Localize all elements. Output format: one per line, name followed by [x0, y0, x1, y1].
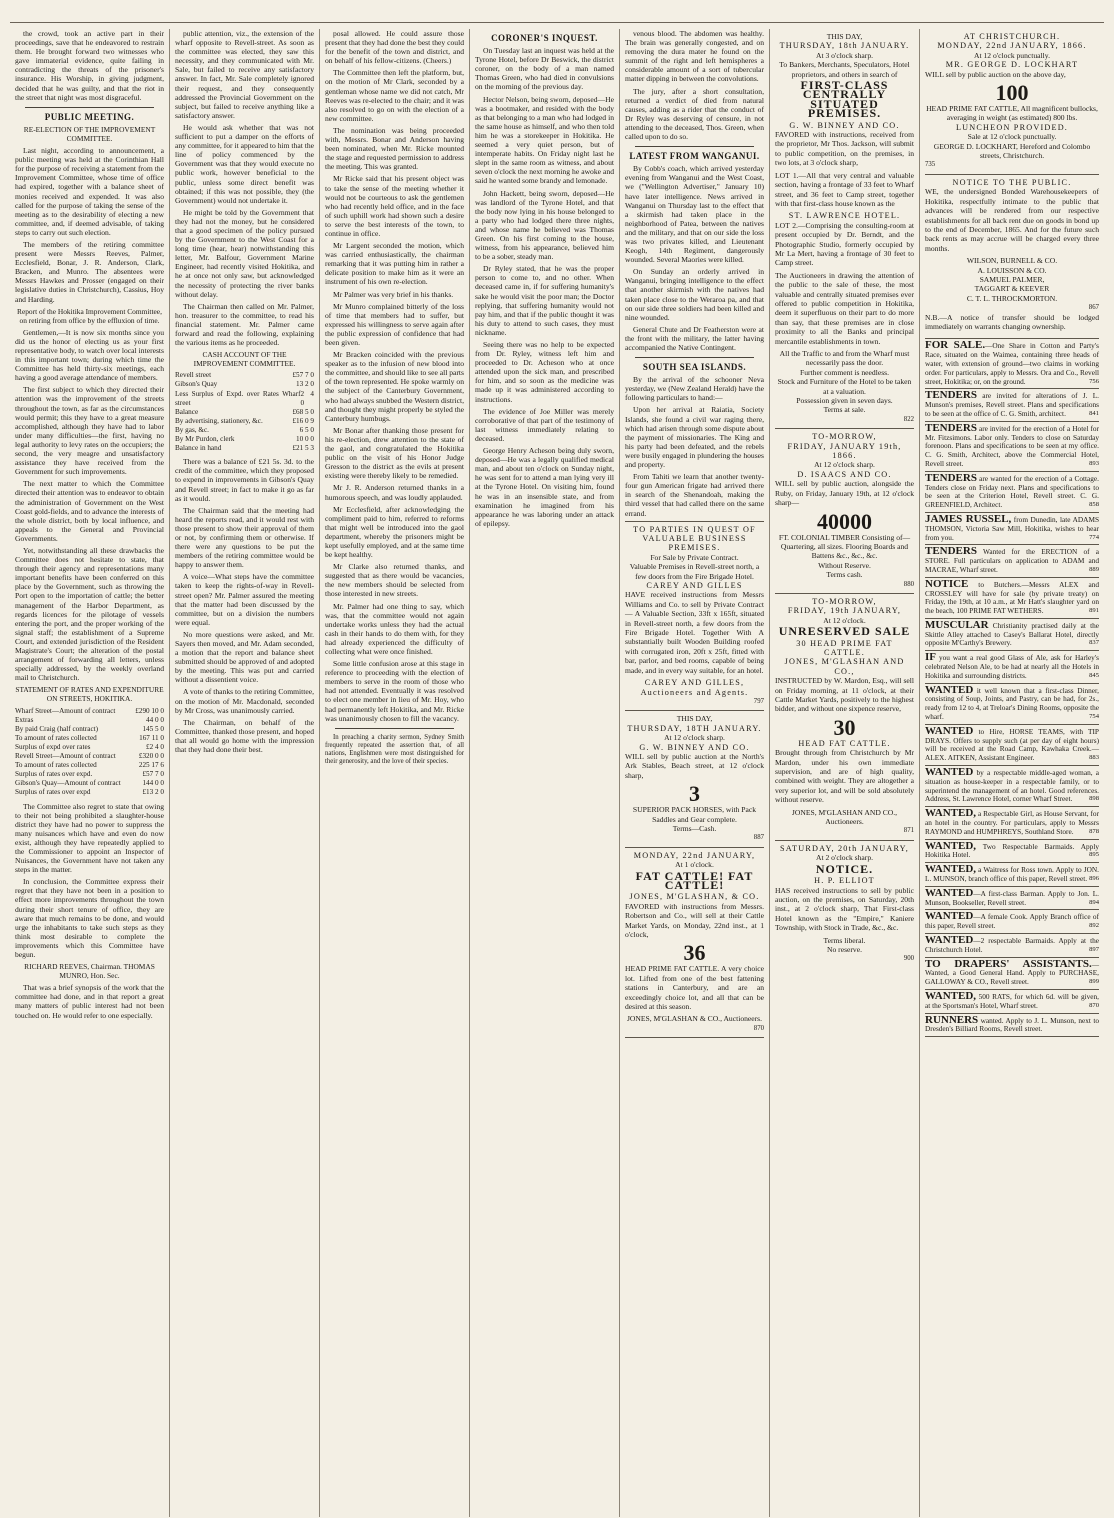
article-paragraph: He might be told by the Government that they had not the money, but he considered that a good specimen of the policy pursued by the Government to the West Coast for a long time (hear, hear) notwithstanding this letter, Mr. Balfour, Government Marine Engineer, had recently visited Hokitika, and he at once not only saw, but acknowledged the necessity of protecting the river banks without delay. [175, 207, 314, 299]
advertisement [775, 29, 914, 429]
ad-number: 870 [753, 1024, 764, 1032]
cash-row: By gas, &c. 6 5 0 [175, 425, 314, 434]
article-paragraph: Gentlemen,—It is now six months since you did us the honor of electing us as your first representative body, to watch over local interests in this important town; during which time the Committee has held thirty-six meetings, each having a good average attendance of members. [15, 327, 164, 383]
ad-firm: D. ISAACS AND CO. [797, 469, 892, 479]
classified-notice [925, 840, 1099, 864]
ad-date: MONDAY, 22nd JANUARY, [633, 850, 756, 860]
ad-firm: G. W. BINNEY AND CO. [639, 742, 750, 752]
article-paragraph: By the arrival of the schooner Neva yesterday, we (New Zealand Herald) have the following particulars to hand:— [625, 375, 764, 403]
advertisement [625, 848, 764, 1039]
article-paragraph: George Henry Acheson being duly sworn, deposed—He was a legally qualified medical man, and about ten o'clock on Sunday night, he was sent for to attend a man lying very ill at the Tyrone Hotel. On visiting him, found he was in an insensible state, and from examination he imagined from his appearance he was laboring under an attack of epilepsy. [475, 446, 614, 528]
classified-notice [925, 807, 1099, 839]
ad-title: UNRESERVED SALE [778, 624, 911, 639]
classified-lead: NOTICE [925, 577, 969, 590]
classified-lead: WANTED, [925, 863, 977, 876]
ad-day: THIS DAY, [826, 32, 863, 41]
column-7 [920, 29, 1104, 1517]
ad-terms: Terms liberal. [823, 935, 866, 945]
ad-head: HEAD FAT CATTLE. [798, 738, 891, 748]
article-paragraph: That was a brief synopsis of the work that the committee had done, and in that report a great many matters of public interest had not been touched on. He would refer to one especially. [15, 983, 164, 1020]
classified-notice [925, 863, 1099, 887]
classified-notice [925, 684, 1099, 725]
classified-number: 774 [1089, 533, 1099, 541]
classified-body: a Waitress for Ross town. Apply to JON. L. MUNSON, branch office of this paper, Revell street. [925, 865, 1099, 884]
classified-lead: WANTED [925, 934, 974, 946]
article-paragraph: Mr J. R. Anderson returned thanks in a humorous speech, and was loudly applauded. [325, 483, 464, 502]
ad-number: 871 [903, 827, 914, 835]
accounts-row: Extras 44 0 0 [15, 715, 164, 724]
classified-body: it well known that a first-class Dinner, consisting of Soup, Joints, and Pastry, can be had, for 2s., ready from 12 to 4, at Treloar's Dining Rooms, opposite the wharf. [925, 685, 1099, 722]
article-paragraph: He would ask whether that was not sufficient to put a damper on the efforts of any committee, for it appeared to him that the line of policy commenced by the Government was that they would execute no public work, however beneficial to the public, unless some direct benefit was obtained; if this was not possible, they (the Government) would not undertake it. [175, 122, 314, 205]
ad-day: TO-MORROW, [812, 432, 877, 442]
article-paragraph: The evidence of Joe Miller was merely corroborative of that part of the testimony of last witness immediately relating to deceased. [475, 406, 614, 443]
classified-notice [925, 651, 1099, 683]
classified-lead: WANTED, [925, 807, 977, 820]
cash-row: Less Surplus of Expd. over Rates Wharf street 2 4 0 [175, 389, 314, 407]
classified-lead: RUNNERS [925, 1013, 979, 1026]
ad-time: At 3 o'clock sharp. [815, 50, 874, 60]
article-paragraph: Last night, according to announcement, a public meeting was held at the Corinthian Hall for the purpose of receiving a statement from the Improvement Committee, whose time of office had expired, together with a balance sheet of monies received and expended. It was also called for the purpose of taking the sense of the meeting as to the desirability of electing a new committee, and, if deemed advisable, of taking steps to carry out such election. [15, 146, 164, 237]
accounts-row: By paid Craig (half contract) 145 5 0 [15, 724, 164, 733]
classified-body: Christianity practised daily at the Skittle Alley attached to Casey's Ballarat Hotel, directly opposite M'Carthy's Brewery. [925, 620, 1099, 648]
ad-body: INSTRUCTED by W. Mardon, Esq., will sell on Friday morning, at 11 o'clock, at their Cattle Market Yards, positively to the highest bidder, and without one sixpence reserve, [775, 676, 914, 714]
advertisement [625, 711, 764, 847]
classified-body: you want a real good Glass of Ale, ask for Harley's celebrated Nelson Ale, to be had at nearly all the Hotels in Hokitika and surrounding districts. [925, 653, 1099, 680]
page-header-rule [10, 12, 1104, 23]
classified-lead: WANTED [925, 724, 974, 737]
classified-lead: WANTED [925, 766, 974, 779]
advertisement [775, 429, 914, 594]
ad-terms: Terms—Cash. [672, 823, 717, 833]
classified-lead: WANTED [925, 886, 974, 899]
ad-date: MONDAY, 22nd JANUARY, 1866. [937, 41, 1087, 51]
article-paragraph: Upon her arrival at Raiatia, Society Islands, she found a civil war raging there, which had arisen through some dispute about the payment of missionaries. The King and his party had been defeated, and the rebels were busily engaged in plundering the houses and property. [625, 405, 764, 470]
ad-number: 735 [925, 161, 936, 169]
classified-body: —One Share in Cotton and Party's Race, situated on the Waimea, containing three heads of water, with extension of ground—two claims in working order. For particulars, apply to Messrs. Ora and Co., Revell street, Hokitika; or, on the ground. [925, 341, 1099, 386]
classified-lead: WANTED [925, 910, 974, 923]
ad-number: 887 [753, 834, 764, 842]
ad-day: THIS DAY, [676, 714, 713, 724]
ad-firm: JONES, M'GLASHAN, & CO. [629, 892, 760, 902]
classified-body: are invited for the erection of a Hotel for Mr. Fitzsimons. Labor only. Tenders to close on Saturday forenoon. Plans and specifications to be seen at my office. C. G. Smith, Architect, above the Commercial Hotel, Revell street. [925, 423, 1099, 468]
classified-body: —A first-class Barman. Apply to Jon. L. Munson, Bookseller, Revell street. [925, 888, 1099, 907]
article-paragraph: Mr Bracken coincided with the previous speaker as to the infusion of new blood into the committee, and should like to see all parts of the town represented. He spoke warmly on the subject of the Canterbury Government, who had always snubbed the Western district, and thought they might properly be styled the Canterbury humbugs. [325, 350, 464, 423]
inquest-title: CORONER'S INQUEST. [491, 33, 598, 43]
classified-notice [925, 389, 1099, 421]
classified-notice [925, 422, 1099, 472]
column-6 [770, 29, 920, 1517]
article-paragraph: public attention, viz., the extension of the wharf opposite to Revell-street. As soon as the committee was elected, they saw this necessity, and they communicated with Mr. Sale, but failed to receive any satisfactory answer. In fact, Mr. Sale completely ignored their request, and they consequently addressed the Provincial Government on the subject, but failed to receive anything like a satisfactory answer. [175, 29, 314, 120]
article-paragraph: The Chairman then called on Mr. Palmer, hon. treasurer to the committee, to read his financial statement. Mr. Palmer came forward and read the following, explaining the various items as he proceeded. [175, 301, 314, 348]
ad-date: FRIDAY, 19th JANUARY, [787, 606, 902, 616]
ad-firm: G. W. BINNEY AND CO. [789, 120, 900, 130]
ad-body: WILL sell by public auction, alongside the Ruby, on Friday, January 19th, at 12 o'clock sharp— [775, 479, 914, 508]
ad-terms: Terms at sale. [823, 405, 866, 415]
classified-number: 898 [1089, 795, 1099, 803]
ad-traffic: All the Traffic to and from the Wharf must necessarily pass the door. [779, 349, 910, 368]
column-2 [170, 29, 320, 1517]
ad-signatory: WILSON, BURNELL & CO. [966, 256, 1058, 266]
column-layout [10, 29, 1104, 1517]
article-paragraph: The members of the retiring committee present were Messrs Reeves, Palmer, Ecclesfield, Bonar, J. R. Anderson, Clark, Bracken, and Munro. The absentees were Messrs Hawkes and Prosser (engaged on their legislative duties in Christchurch), Cassius, Hoy and Harding. [15, 239, 164, 304]
ad-signature: JONES, M'GLASHAN AND CO., Auctioneers. [791, 807, 898, 827]
ad-possession: Possession given in seven days. [796, 396, 893, 406]
classified-body: are invited for alterations of J. L. Munson's premises, Revell street. Plans and specifications to be seen at the office of C. G. Smith, architect. [925, 391, 1099, 418]
classified-number: 756 [1089, 377, 1099, 385]
cash-row: By advertising, stationery, &c. £16 0 9 [175, 416, 314, 425]
classified-number: 883 [1089, 754, 1099, 762]
article-paragraph: venous blood. The abdomen was healthy. The brain was generally congested, and on removing the dura mater he found on the summit of the right and left hemispheres a considerable amount of a sort of tubercular matter dipping in between the convolutions. [625, 29, 764, 84]
classified-lead: FOR SALE. [925, 339, 986, 352]
ad-lot: LOT 1.—All that very central and valuable section, having a frontage of 33 feet to Wharf street, and 36 feet to Camp street, together with that first-class house known as the [775, 170, 914, 208]
ad-firm: CAREY AND GILLES [646, 581, 743, 591]
classified-body: 500 RATS, for which 6d. will be given, at the Sportsman's Hotel, Wharf street. [925, 991, 1099, 1010]
article-paragraph: Yet, notwithstanding all these drawbacks the Committee does not hesitate to state, that through their agency and representations many important benefits have been conferred on this place by the Government, such as throwing the Port open to the importation of cattle; the better management of the Harbor Department, as regards licences for the pilotage of vessels entering the port, and the proper working of the signal staff; the establishment of a Supreme Court, and extended jurisdiction of the Resident Magistrate's Court; the alteration of the postal arrangement of forwarding all letters, unless specially addressed, by the weekly overland mail to Christchurch. [15, 545, 164, 683]
ad-time: At 12 o'clock sharp. [814, 460, 875, 470]
advertisement [775, 594, 914, 841]
article-paragraph: Seeing there was no help to be expected from Dr. Ryley, witness left him and proceeded to Dr. Acheson who at once attended upon the sick man, and prescribed for him, and so soon as the medicine was made up it was administered according to instructions. [475, 340, 614, 404]
article-paragraph: Mr. Palmer had one thing to say, which was, that the committee would not again undertake works unless they had the actual cash in their hands to do them with, for they had already experienced the difficulty of collecting what were once finished. [325, 601, 464, 656]
article-paragraph: Dr Ryley stated, that he was the proper person to come to, and no other. When deceased came in, if for suffering humanity's sake he would visit the poor man; the Doctor replying, that suffering humanity would not pay him, and that if the public thought it was his duty to attend to such cases, they must nickname. [475, 264, 614, 337]
ad-signatory: A. LOUISSON & CO. [977, 265, 1047, 275]
classified-notice [925, 958, 1099, 990]
classified-body: —2 respectable Barmaids. Apply at the Christchurch Hotel. [925, 936, 1099, 954]
ad-big-number: 3 [689, 781, 700, 807]
ad-item: HEAD PRIME FAT CATTLE. A very choice lot. Lifted from one of the best fattening stations in Canterbury, and are an exceedingly choice lot, and all that can be desired at this season. [625, 964, 764, 1012]
article-paragraph: A vote of thanks to the retiring Committee, on the motion of Mr. Macdonald, seconded by Mr Cross, was unanimously carried. [175, 687, 314, 715]
article-paragraph: From Tahiti we learn that another twenty-four gun American frigate had arrived there in search of the Shenandoah, making the third vessel that had called there on the same errand. [625, 472, 764, 518]
accounts-row: Surplus of rates over expd. £57 7 0 [15, 770, 164, 779]
south-sea-title: SOUTH SEA ISLANDS. [642, 362, 747, 373]
ad-big-number: 30 [833, 714, 856, 740]
article-paragraph: There was a balance of £21 5s. 3d. to the credit of the committee, which they proposed to expend in improvements in Gibson's Quay and Revell street; in fact to make it go as far as it would. [175, 457, 314, 503]
classified-number: 891 [1089, 607, 1099, 615]
ad-signatory: C. T. L. THROCKMORTON. [966, 293, 1058, 303]
ad-hotel-name: ST. LAWRENCE HOTEL. [788, 211, 901, 221]
ad-signatory: TAGGART & KEEVER [974, 284, 1050, 294]
accounts-row: Surplus of expd over rates £2 4 0 [15, 742, 164, 751]
classified-number: 845 [1089, 671, 1099, 679]
ad-body: HAVE received instructions from Messrs Williams and Co. to sell by Private Contract— A Valuable Section, 33ft x 165ft, situated in Revell-street north, a few doors from the Fire Brigade Hotel. Together With A substantially built Wooden Building roofed with corrugated iron, 20ft x 25ft, fitted with bar, parlor, and bed rooms, capable of being made, and in every way suitable, for an hotel. [625, 590, 764, 675]
article-paragraph: Mr Bonar after thanking those present for his re-election, drew attention to the state of the gaol, and congratulated the Hokitika public on the visit of his Honor Judge Gresson to the district as the evils at present existing were thereby likely to be remedied. [325, 425, 464, 481]
footnote-paragraph: In preaching a charity sermon, Sydney Smith frequently repeated the assertion that, of all nations, Englishmen were most distinguished for their generosity, and the love of their species. [325, 733, 464, 765]
column-3 [320, 29, 470, 1517]
classified-lead: TO DRAPERS' ASSISTANTS. [925, 957, 1092, 970]
article-paragraph: Mr Munro complained bitterly of the loss of time that members had to suffer, but expressed his willingness to serve again after the public expression of confidence that had been given. [325, 301, 464, 347]
classified-notice [925, 725, 1099, 766]
article-paragraph: By Cobb's coach, which arrived yesterday evening from Wanganui and the West Coast, we ("Wellington Advertiser," January 10) have later intelligence. News arrived in Wanganui on Thursday last to the effect that a skirmish had taken place in the neighborhood of Patea, between the natives and the military, and that on our side the loss was two privates killed, and Lieutenant Keogh, 14th Regiment, dangerously wounded. Several Maories were killed. [625, 164, 764, 265]
advertisement [925, 175, 1099, 340]
ad-lot: LOT 2.—Comprising the consulting-room at present occupied by Dr. Berndt, and the Photographic Studio, formerly occupied by Mr La Mert, having a frontage of 30 feet to Camp street. [775, 220, 914, 268]
ad-time: At 2 o'clock sharp. [815, 853, 874, 863]
advertisement [925, 29, 1099, 175]
ad-item: HEAD PRIME FAT CATTLE, All magnificent bullocks, averaging in weight (as estimated) 800 lbs. [926, 104, 1098, 123]
classified-number: 837 [1089, 639, 1099, 647]
ad-time: At 12 o'clock punctually. [974, 50, 1050, 60]
classified-lead: WANTED, [925, 989, 977, 1002]
article-paragraph: On Sunday an orderly arrived in Wanganui, bringing intelligence to the effect that another skirmish with the natives had taken place close to the Weraroa pa, and that on our side three soldiers had been killed and nine wounded. [625, 267, 764, 322]
classified-body: wanted. Apply to J. L. Munson, next to Dresden's Billiard Rooms, Revell street. [925, 1015, 1099, 1034]
ad-title: NOTICE TO THE PUBLIC. [952, 177, 1072, 187]
classifieds-list [925, 339, 1099, 1037]
classified-number: 899 [1089, 978, 1099, 986]
ad-terms: Terms cash. [826, 570, 863, 580]
divider [335, 728, 454, 729]
classified-body: Two Respectable Barmaids. Apply Hokitika Hotel. [925, 841, 1099, 860]
column-1 [10, 29, 170, 1517]
ad-body: Valuable Premises in Revell-street north, a few doors from the Fire Brigade Hotel. [629, 562, 760, 581]
article-paragraph: Some little confusion arose at this stage in reference to proceeding with the election of members to serve in the room of those who had not attended. Eventually it was resolved to elect one member in lieu of Mr. Hoy, who had permanently left Hokitika, and Mr. Ricke was unanimously chosen to fill the vacancy. [325, 659, 464, 723]
classified-number: 841 [1089, 409, 1099, 417]
ad-comment: Further comment is needless. [800, 367, 889, 377]
ad-body: HAS received instructions to sell by public auction, on the premises, on Saturday, 20th inst., at 2 o'clock sharp, That First-class Hotel known as the "Empire," Kaniere Township, with Stock in Trade, &c., &c. [775, 885, 914, 933]
classified-body: by a respectable middle-aged woman, a situation as house-keeper in a respectable family, or to superintend the management of an hotel. Good references. Address, St. Lawrence Hotel, corner Wharf Street. [925, 768, 1099, 804]
ad-number: 822 [903, 415, 914, 423]
classified-notice [925, 339, 1099, 389]
cash-row: Balance £68 5 0 [175, 407, 314, 416]
ad-note: The Auctioneers in drawing the attention of the public to the sale of these, the most valuable and centrally situated premises ever offered to public competition in Hokitika, deem it superfluous on their part to do more than say, that these premises are in close proximity to all the Banks and principal mercantile establishments in town. [775, 270, 914, 346]
article-paragraph: The first subject to which they directed their attention was the improvement of the streets throughout the town, as far as the circumstances would permit; this they have to a great measure accomplished, although they have had to labor under many difficulties—the first, having no legal authority to levy rates on the occupiers; the second, the very meagre and unsatisfactory assistance they have received from the Government for such improvements. [15, 385, 164, 477]
article-paragraph: The Committee then left the platform, but, on the motion of Mr Clark, seconded by a gentleman whose name we did not catch, Mr Reeves was re-elected to the chair; and it was also resolved to go on with the election of a new committee. [325, 68, 464, 123]
accounts-title: STATEMENT OF RATES AND EXPENDITURE ON STREETS, HOKITIKA. [15, 685, 164, 704]
cash-table [175, 371, 314, 453]
ad-body: WILL sell by public auction at the North's Ark Stables, Beach street, at 12 o'clock sharp, [625, 751, 764, 780]
classified-number: 870 [1089, 1001, 1099, 1009]
ad-big-number: 100 [995, 80, 1029, 106]
classified-number: 895 [1089, 851, 1099, 859]
article-paragraph: Mr Palmer was very brief in his thanks. [333, 289, 454, 299]
classified-lead: TENDERS [925, 471, 977, 484]
classified-notice [925, 513, 1099, 545]
ad-signatory: SAMUEL PALMER, [979, 274, 1045, 284]
ad-subtitle: For Sale by Private Contract. [650, 552, 739, 562]
classified-body: —A female Cook. Apply Branch office of this paper, Revell street. [925, 912, 1099, 931]
ad-date: SATURDAY, 20th JANUARY, [780, 843, 909, 853]
classified-number: 754 [1089, 713, 1099, 721]
advertisement [625, 521, 764, 712]
ad-number: 900 [903, 955, 914, 963]
classified-body: are wanted for the erection of a Cottage. Tenders close on Friday next. Plans and specifications to be seen at the Criterion Hotel, Revell street. C. G. GREENFIELD, Architect. [925, 473, 1099, 510]
ad-title: FAT CATTLE! FAT CATTLE! [635, 868, 754, 892]
ad-firm: JONES, M'GLASHAN AND CO., [784, 657, 905, 676]
classified-body: to Butchers.—Messrs ALEX and CROSSLEY will have for sale (by private treaty) on Friday, the 19th, at 10 a.m., at Mr Hatt's slaughter yard on the beach, 100 PRIME FAT WETHERS. [925, 579, 1099, 616]
classified-body: a Respectable Girl, as House Servant, for an hotel in the country. For particulars, apply to Messrs RAYMOND and HUMPHREYS, Southland Store. [925, 809, 1099, 836]
article-paragraph: A voice—What steps have the committee taken to keep the rights-of-way in Revell-street open? Mr. Palmer assured the meeting that the matter had been discussed by the committee, but on a division the numbers were equal. [175, 572, 314, 627]
ad-date: THURSDAY, 18TH JANUARY. [627, 723, 762, 733]
ad-number: 867 [1088, 304, 1099, 312]
classified-notice [925, 472, 1099, 513]
ad-big-number: 40000 [817, 508, 872, 534]
classified-notice [925, 910, 1099, 934]
article-paragraph: Mr Ricke said that his present object was to take the sense of the meeting whether it would not be courteous to ask the gentlemen who had recently held office, and in the face of such uphill work had shown such a desire to serve the best interests of the town, to continue in office. [325, 174, 464, 238]
classified-notice [925, 990, 1099, 1014]
article-paragraph: John Hackett, being sworn, deposed—He was landlord of the Tyrone Hotel, and that the body now lying in his house belonged to a party who had lodged there three nights, and whose name he believed was Thomas Green. On his first coming to the house, witness, from his appearance, believed him to be a sober, steady man. [475, 188, 614, 262]
ad-number: 880 [903, 580, 914, 588]
classified-body: from Dunedin, late ADAMS THOMSON, Victoria Saw Mill, Hokitika, wishes to hear from you. [925, 514, 1099, 542]
intro-paragraph: the crowd, took an active part in their proceedings, save that he endeavored to restrain them. He brought forward two witnesses who gave immaterial evidence, quite failing in contradicting the threats of the prisoner's insurance. His Worship, in giving judgment, decided that he was guilty, and that the riot in the street that night was most disgraceful. [15, 29, 164, 102]
ad-body: FAVORED with instructions, received from the proprietor, Mr Thos. Jackson, will submit to public competition, on the premises, in two lots, at 3 o'clock sharp, [775, 130, 914, 168]
article-paragraph: On Tuesday last an inquest was held at the Tyrone Hotel, before Dr Beswick, the district coroner, on the body of a man named Thomas Green, who had died in convulsions on the morning of the previous day. [475, 46, 614, 92]
ad-date: THURSDAY, 18th JANUARY. [779, 41, 910, 51]
article-paragraph: Mr Clarke also returned thanks, and suggested that as there would be vacancies, the new members should be selected from those interested in new streets. [325, 562, 464, 599]
article-paragraph: General Chute and Dr Featherston were at the front with the military, the latter having accompanied the Native Contingent. [625, 324, 764, 352]
ad-place: AT CHRISTCHURCH. [963, 32, 1061, 41]
cash-row: By Mr Purdon, clerk 10 0 0 [175, 435, 314, 444]
ad-firm: CAREY AND GILLES, Auctioneers and Agents. [640, 678, 749, 697]
ad-item: SUPERIOR PACK HORSES, with Pack Saddles and Gear complete. [632, 805, 757, 824]
ad-firm: H. P. ELLIOT [814, 876, 875, 886]
advertisement [775, 841, 914, 968]
ad-description: Brought through from Christchurch by Mr Mardon, under his own immediate supervision, and are of high quality, combined with weight. They are altogether a very superior lot, and will be sold absolutely without reserve. [775, 748, 914, 805]
ad-title: FIRST-CLASS CENTRALLY SITUATED PREMISES. [800, 78, 889, 121]
ad-big-number: 36 [683, 940, 706, 966]
classified-number: 896 [1089, 875, 1099, 883]
classified-number: 889 [1089, 565, 1099, 573]
classified-notice [925, 934, 1099, 958]
classified-notice [925, 766, 1099, 807]
ad-nb: N.B.—A notice of transfer should be lodged immediately on warrants changing ownership. [925, 312, 1099, 331]
accounts-row: Surplus of rates over expd £13 2 0 [15, 788, 164, 797]
classified-number: 893 [1089, 459, 1099, 467]
classified-notice [925, 619, 1099, 651]
classified-number: 894 [1089, 898, 1099, 906]
classified-body: to Hire, HORSE TEAMS, with TIP DRAYS. Offers to supply such (at per day of eight hours) will be received at the Road Camp, Kawhaka Creek.—ALEX. AITKEN, Assistant Engineer. [925, 726, 1099, 763]
report-title: Report of the Hokitika Improvement Committee, on retiring from office by the effluxion of time. [17, 306, 162, 325]
signature: RICHARD REEVES, Chairman. THOMAS MUNRO, Hon. Sec. [24, 962, 155, 981]
classified-body: Wanted for the ERECTION of a STORE. Full particulars on application to ADAM and MACRAE, Wharf street. [925, 547, 1099, 574]
accounts-row: Gibson's Quay—Amount of contract 144 0 0 [15, 779, 164, 788]
cash-title: CASH ACCOUNT OF THE IMPROVEMENT COMMITTEE. [193, 350, 296, 369]
ad-reserve: No reserve. [827, 944, 862, 954]
ad-reserve: Without Reserve. [818, 560, 871, 570]
classified-number: 897 [1089, 945, 1099, 953]
ad-body: WILL sell by public auction on the above day, [925, 69, 1066, 79]
ad-signature: JONES, M'GLASHAN & CO., Auctioneers. [626, 1014, 763, 1024]
ad-body: WE, the undersigned Bonded Warehousekeepers of Hokitika, respectfully intimate to the public that advances will be rendered from our respective establishments for all back rent due on goods in bond up to the end of December, 1865. And for the future such back rents as may accrue will be charged every three months. [925, 187, 1099, 253]
ad-item: FT. COLONIAL TIMBER Consisting of—Quartering, all sizes. Flooring Boards and Battens &c., &c., &c. [778, 532, 911, 561]
article-paragraph: The Chairman said that the meeting had heard the reports read, and it would rest with those present to show their approval of them or not, by confirming them or otherwise. If there were any questions to be put the members of the retiring committee would be happy to answer them. [175, 505, 314, 570]
classified-lead: JAMES RUSSEL, [925, 512, 1012, 525]
ad-title: TO PARTIES IN QUEST OF VALUABLE BUSINESS PREMISES. [633, 524, 756, 553]
column-4 [470, 29, 620, 1517]
ad-signature: GEORGE D. LOCKHART, Hereford and Colombo streets, Christchurch. [933, 141, 1091, 161]
article-paragraph: The next matter to which the Committee directed their attention was to endeavor to obtain the administration of Government on the West Coast gold-fields, and to advance the interests of the whole district, both by local influence, and appeals to the General and Provincial Governments. [15, 479, 164, 543]
classified-lead: TENDERS [925, 545, 977, 558]
article-paragraph: In conclusion, the Committee express their regret that they have not been in a position to effect more improvements throughout the town during their short tenure of office, they are aware that much remains to be done, and would urge the inhabitants to take such steps as they think most desirable to complete the improvements which this Committee have begun. [15, 877, 164, 959]
article-paragraph: Hector Nelson, being sworn, deposed—He was a bootmaker, and resided with the body as that belonging to a man who had lodged in the same house as himself, and who then told him he was a storekeeper in Hokitika. He seemed a very quiet person, but of intemperate habits. On Friday night last he slept in the same room as witness, and about seven o'clock the next morning he awoke and said he wanted some brandy and lemonade. [475, 94, 614, 186]
ad-time: At 12 o'clock. [823, 615, 866, 625]
latest-title: LATEST FROM WANGANUI. [629, 151, 760, 162]
ad-body: FAVORED with instructions from Messrs. Robertson and Co., will sell at their Cattle Market Yards, on Monday, 22nd inst., at 1 o'clock, [625, 901, 764, 940]
ad-luncheon: LUNCHEON PROVIDED. [955, 122, 1069, 132]
ad-time: At 1 o'clock. [675, 860, 714, 870]
article-paragraph: The jury, after a short consultation, returned a verdict of died from natural causes, adding as a rider that the conduct of Dr Ryley was deserving of censure, in not attending to the deceased, Thos. Green, when called upon to do so. [625, 86, 764, 142]
classified-lead: IF [925, 651, 936, 664]
column-5 [620, 29, 770, 1517]
classified-number: 878 [1089, 827, 1099, 835]
article-paragraph: Mr Ecclesfield, after acknowledging the compliment paid to him, referred to reforms that might well be introduced into the gaol department, whereby the prisoners might be kept usefully employed, and at the same time be kept healthy. [325, 504, 464, 560]
classified-notice [925, 887, 1099, 911]
ad-stock: Stock and Furniture of the Hotel to be taken at a valuation. [777, 377, 912, 396]
cash-row: Gibson's Quay 13 2 0 [175, 380, 314, 389]
classified-body: —Wanted, a Good General Hand. Apply to PURCHASE, GALLOWAY & CO., Revell street. [925, 959, 1099, 987]
meeting-title: RE-ELECTION OF THE IMPROVEMENT COMMITTEE. [23, 124, 156, 143]
article-paragraph: Mr Largent seconded the motion, which was carried enthusiastically, the chairman remarking that it was putting him in rather a delicate position to make him as it were an instrument of his own re-election. [325, 241, 464, 287]
article-paragraph: The nomination was being proceeded with, Messrs. Bonar and Anderson having been nominated, when Mr. Ricke mounted the stage and requested permission to address the meeting. This was granted. [325, 125, 464, 172]
ad-time: At 12 o'clock sharp. [664, 733, 725, 743]
accounts-row: To amount of rates collected 225 17 6 [15, 761, 164, 770]
ad-sale: Sale at 12 o'clock punctually. [967, 132, 1057, 142]
divider [635, 146, 754, 147]
cash-row: Balance in hand £21 5 3 [175, 444, 314, 453]
article-paragraph: posal allowed. He could assure those present that they had done the best they could for the benefit of the town and district, and on behalf of his fellow-citizens. (Cheers.) [325, 29, 464, 66]
classified-lead: TENDERS [925, 389, 977, 402]
divider [25, 107, 154, 108]
ad-day: TO-MORROW, [812, 596, 877, 606]
ad-date: FRIDAY, JANUARY 19th, 1866. [787, 441, 902, 461]
cash-row: Revell street £57 7 0 [175, 371, 314, 380]
section-title: PUBLIC MEETING. [44, 111, 135, 122]
accounts-table [15, 707, 164, 798]
classified-number: 892 [1089, 922, 1099, 930]
classified-lead: TENDERS [925, 421, 977, 434]
article-paragraph: No more questions were asked, and Mr. Sayers then moved, and Mr. Adam seconded, a motion that the report and balance sheet submitted should be approved of and adopted by the meeting. This was put and carried without a dissentient voice. [175, 629, 314, 685]
ad-item: 30 HEAD PRIME FAT CATTLE. [796, 638, 893, 657]
classified-lead: WANTED, [925, 839, 977, 852]
classified-lead: WANTED [925, 683, 974, 696]
classified-notice [925, 1014, 1099, 1038]
ad-firm: MR. GEORGE D. LOCKHART [945, 60, 1079, 70]
ad-audience: To Bankers, Merchants, Speculators, Hotel proprietors, and others in search of [779, 60, 910, 79]
classified-number: 858 [1089, 501, 1099, 509]
accounts-row: Revell Street—Amount of contract £320 0 0 [15, 752, 164, 761]
article-paragraph: The Committee also regret to state that owing to their not being prohibited a slaughter-house district they have had no power to suppress the many nuisances which have and even do now exist, although they have repeatedly applied to the Commissioner to appoint an Inspector of Nuisances, the Government have not taken any steps in the matter. [15, 801, 164, 875]
article-paragraph: The Chairman, on behalf of the Committee, thanked those present, and hoped that all would go home with the impression that they had done their best. [175, 717, 314, 755]
divider [635, 357, 754, 358]
ad-number: 797 [753, 697, 764, 705]
classified-lead: MUSCULAR [925, 618, 989, 631]
classified-notice [925, 578, 1099, 619]
accounts-row: To amount of rates collected 167 11 0 [15, 733, 164, 742]
classified-notice [925, 545, 1099, 577]
ad-title: NOTICE. [815, 861, 874, 876]
accounts-row: Wharf Street—Amount of contract £290 10 0 [15, 706, 164, 715]
